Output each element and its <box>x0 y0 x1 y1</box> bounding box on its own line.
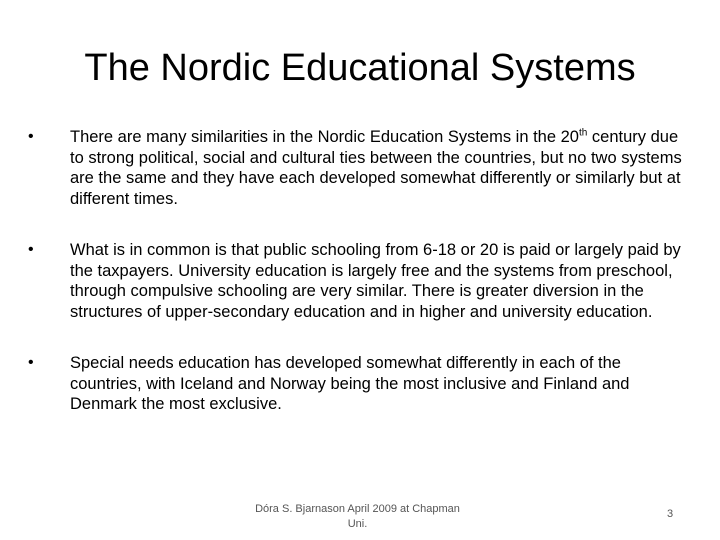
bullet-list <box>28 127 688 415</box>
bullet-text: Special needs education has developed somewhat differently in each of the countries, with Iceland and Norway being the most inclusive and Finland and Denmark the most exclusive. <box>70 354 630 413</box>
bullet-point-icon: • <box>28 354 34 371</box>
bullet-text <box>70 128 682 208</box>
bullet-point-icon: • <box>28 241 34 258</box>
bullet-text-part: There are many similarities in the Nordic Education Systems in the 20 <box>70 128 579 146</box>
bullet-text: What is in common is that public schooling from 6-18 or 20 is paid or largely paid by the taxpayers. University education is largely free and the systems from preschool, through compulsive schooling are very similar. There is greater diversion in the structures of upper-secondary education and in higher and university education. <box>70 241 681 321</box>
bullet-point-icon: • <box>28 128 34 145</box>
superscript: th <box>578 127 588 139</box>
slide-title: The Nordic Educational Systems <box>84 47 636 89</box>
bullet-text-part: century due to strong political, social and cultural ties between the countries, but no two systems are the same and they have each developed somewhat differently or similarly but at different times. <box>70 128 682 208</box>
bullet-item <box>28 127 688 209</box>
bullet-item <box>28 240 688 322</box>
slide-number: 3 <box>666 508 674 520</box>
bullet-item <box>28 353 688 415</box>
slide-footer: Dóra S. Bjarnason April 2009 at Chapman Uni. <box>255 503 460 530</box>
